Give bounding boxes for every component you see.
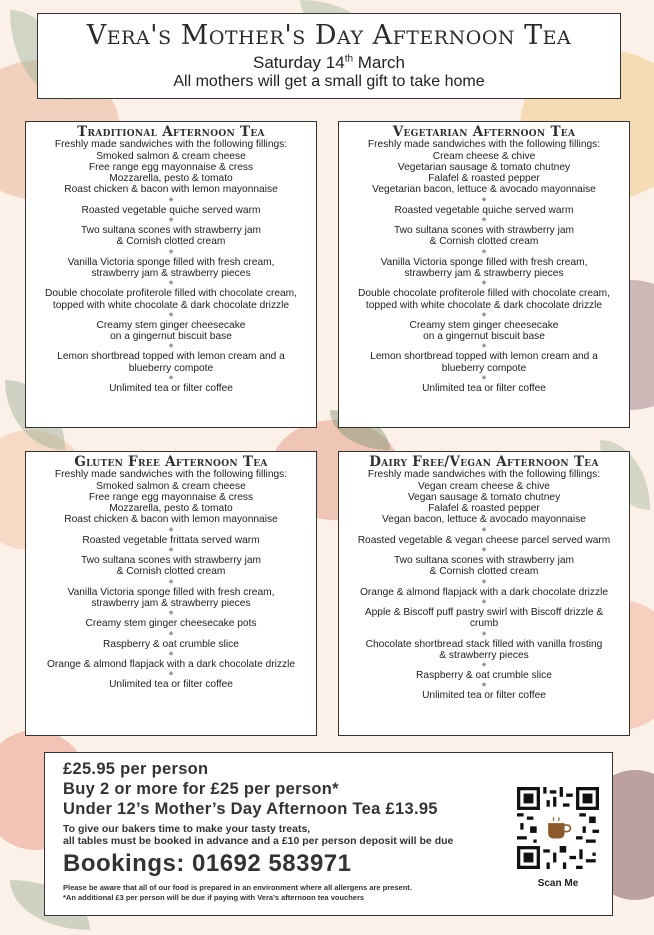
menu-item-line: Chocolate shortbread stack filled with vanilla frosting <box>365 638 603 650</box>
separator-diamond-icon: ◆ <box>168 526 174 533</box>
separator-diamond-icon: ◆ <box>481 248 487 255</box>
menu-title: Dairy Free/Vegan Afternoon Tea <box>369 454 599 470</box>
menu-item-line: Orange & almond flapjack with a dark chocolate drizzle <box>359 586 609 598</box>
menu-item-line: Free range egg mayonnaise & cress <box>88 161 254 173</box>
menu-item-line: Falafel & roasted pepper <box>428 173 540 185</box>
separator-diamond-icon: ◆ <box>168 196 174 203</box>
separator-diamond-icon: ◆ <box>481 682 487 689</box>
menu-item-line: Freshly made sandwiches with the following fillings: <box>54 139 288 151</box>
group-price: Buy 2 or more for £25 per person* <box>63 780 339 798</box>
separator-diamond-icon: ◆ <box>168 650 174 657</box>
menu-item-line: Two sultana scones with strawberry jam <box>393 555 575 567</box>
menu-item-line: Roasted vegetable quiche served warm <box>81 204 261 216</box>
title-banner <box>37 13 621 99</box>
separator-diamond-icon: ◆ <box>168 248 174 255</box>
page-title: Vera's Mother's Day Afternoon Tea <box>86 20 572 51</box>
menu-item-line: Vanilla Victoria sponge filled with fresh cream, <box>67 586 275 598</box>
menu-item-line: Vegan cream cheese & chive <box>418 480 550 492</box>
menu-item-line: & Cornish clotted cream <box>116 236 226 248</box>
menu-item-line: Free range egg mayonnaise & cress <box>88 491 254 503</box>
booking-phone: Bookings: 01692 583971 <box>63 850 352 877</box>
child-price: Under 12’s Mother’s Day Afternoon Tea £13.95 <box>63 800 438 818</box>
menu-item-line: Unlimited tea or filter coffee <box>109 679 233 691</box>
separator-diamond-icon: ◆ <box>481 343 487 350</box>
menu-item-line: Lemon shortbread topped with lemon cream and a <box>370 351 598 363</box>
separator-diamond-icon: ◆ <box>481 375 487 382</box>
menu-item-line: Roasted vegetable quiche served warm <box>394 204 574 216</box>
menu-item-line: Vegan bacon, lettuce & avocado mayonnaise <box>382 514 586 526</box>
menu-item-line: blueberry compote <box>441 362 527 374</box>
menu-item-line: Falafel & roasted pepper <box>428 503 540 515</box>
menu-item-line: Smoked salmon & cream cheese <box>96 480 246 492</box>
menu-item-line: Freshly made sandwiches with the following fillings: <box>367 139 601 151</box>
menu-item-line: Unlimited tea or filter coffee <box>109 383 233 395</box>
separator-diamond-icon: ◆ <box>481 598 487 605</box>
separator-diamond-icon: ◆ <box>168 671 174 678</box>
menu-item-line: Vegan sausage & tomato chutney <box>407 491 561 503</box>
menu-item-line: topped with white chocolate & dark chocolate drizzle <box>365 299 603 311</box>
menu-item-line: Double chocolate profiterole filled with chocolate cream, <box>358 288 610 300</box>
menu-title: Gluten Free Afternoon Tea <box>74 454 268 470</box>
menu-dairy-free-vegan <box>338 451 630 736</box>
menu-title: Vegetarian Afternoon Tea <box>392 124 576 140</box>
menu-item-line: Two sultana scones with strawberry jam <box>80 555 262 567</box>
menu-item-line: & Cornish clotted cream <box>116 566 226 578</box>
separator-diamond-icon: ◆ <box>481 578 487 585</box>
menu-item-line: Two sultana scones with strawberry jam <box>80 225 262 237</box>
menu-item-line: Creamy stem ginger cheesecake <box>409 319 559 331</box>
menu-item-line: & strawberry pieces <box>439 649 529 661</box>
separator-diamond-icon: ◆ <box>168 630 174 637</box>
separator-diamond-icon: ◆ <box>481 547 487 554</box>
menu-item-line: Unlimited tea or filter coffee <box>422 383 546 395</box>
fine-print: Please be aware that all of our food is prepared in an environment where all allergens are present. *An additional £3 per person will be due if paying with Vera’s afternoon tea vouchers <box>63 883 412 902</box>
menu-item-line: Roasted vegetable & vegan cheese parcel served warm <box>357 534 611 546</box>
menu-item-line: & Cornish clotted cream <box>429 566 539 578</box>
menu-item-line: Smoked salmon & cream cheese <box>96 150 246 162</box>
menu-item-line: Freshly made sandwiches with the following fillings: <box>367 469 601 481</box>
menu-item-line: Lemon shortbread topped with lemon cream and a <box>57 351 285 363</box>
separator-diamond-icon: ◆ <box>481 280 487 287</box>
menu-item-line: Two sultana scones with strawberry jam <box>393 225 575 237</box>
event-date: Saturday 14th March <box>253 53 405 72</box>
booking-notice: To give our bakers time to make your tasty treats, all tables must be booked in advance and a £10 per person deposit will be due <box>63 823 454 847</box>
menu-item-line: Vanilla Victoria sponge filled with fresh cream, <box>380 256 588 268</box>
menu-item-line: Unlimited tea or filter coffee <box>422 690 546 702</box>
menu-item-line: strawberry jam & strawberry pieces <box>91 267 251 279</box>
menu-item-line: Cream cheese & chive <box>432 150 536 162</box>
menu-title: Traditional Afternoon Tea <box>77 124 265 140</box>
qr-code-icon[interactable] <box>517 787 599 869</box>
separator-diamond-icon: ◆ <box>168 217 174 224</box>
menu-item-line: Mozzarella, pesto & tomato <box>109 173 233 185</box>
menu-item-line: Vegetarian sausage & tomato chutney <box>397 161 571 173</box>
coffee-cup-icon <box>543 813 573 843</box>
menu-item-line: on a gingernut biscuit base <box>423 331 545 343</box>
separator-diamond-icon: ◆ <box>481 311 487 318</box>
menu-item-line: on a gingernut biscuit base <box>110 331 232 343</box>
price-per-person: £25.95 per person <box>63 760 209 778</box>
separator-diamond-icon: ◆ <box>481 217 487 224</box>
menu-item-line: crumb <box>469 618 499 630</box>
menu-item-line: Raspberry & oat crumble slice <box>103 638 239 650</box>
separator-diamond-icon: ◆ <box>481 662 487 669</box>
booking-panel <box>44 752 613 916</box>
menu-item-line: Creamy stem ginger cheesecake pots <box>85 618 257 630</box>
menu-item-line: Roasted vegetable frittata served warm <box>82 534 260 546</box>
menu-item-line: Orange & almond flapjack with a dark chocolate drizzle <box>46 658 296 670</box>
separator-diamond-icon: ◆ <box>168 343 174 350</box>
separator-diamond-icon: ◆ <box>168 610 174 617</box>
scan-me-label: Scan Me <box>537 878 579 889</box>
separator-diamond-icon: ◆ <box>481 196 487 203</box>
menu-item-line: Vanilla Victoria sponge filled with fresh cream, <box>67 256 275 268</box>
separator-diamond-icon: ◆ <box>168 547 174 554</box>
separator-diamond-icon: ◆ <box>168 311 174 318</box>
menu-item-line: strawberry jam & strawberry pieces <box>404 267 564 279</box>
menu-vegetarian <box>338 121 630 428</box>
menu-traditional <box>25 121 317 428</box>
separator-diamond-icon: ◆ <box>168 375 174 382</box>
separator-diamond-icon: ◆ <box>168 578 174 585</box>
menu-item-line: Apple & Biscoff puff pastry swirl with Biscoff drizzle & <box>364 606 604 618</box>
separator-diamond-icon: ◆ <box>481 526 487 533</box>
menu-item-line: topped with white chocolate & dark chocolate drizzle <box>52 299 290 311</box>
menu-item-line: Mozzarella, pesto & tomato <box>109 503 233 515</box>
separator-diamond-icon: ◆ <box>481 630 487 637</box>
menu-item-line: Raspberry & oat crumble slice <box>416 670 552 682</box>
menu-item-line: Double chocolate profiterole filled with chocolate cream, <box>45 288 297 300</box>
menu-item-line: Freshly made sandwiches with the following fillings: <box>54 469 288 481</box>
menu-gluten-free <box>25 451 317 736</box>
menu-item-line: blueberry compote <box>128 362 214 374</box>
menu-item-line: Roast chicken & bacon with lemon mayonnaise <box>64 184 278 196</box>
menu-item-line: Vegetarian bacon, lettuce & avocado mayonnaise <box>372 184 596 196</box>
menu-item-line: & Cornish clotted cream <box>429 236 539 248</box>
gift-note: All mothers will get a small gift to take home <box>173 73 485 90</box>
menu-item-line: Roast chicken & bacon with lemon mayonnaise <box>64 514 278 526</box>
menu-item-line: Creamy stem ginger cheesecake <box>96 319 246 331</box>
separator-diamond-icon: ◆ <box>168 280 174 287</box>
menu-item-line: strawberry jam & strawberry pieces <box>91 597 251 609</box>
